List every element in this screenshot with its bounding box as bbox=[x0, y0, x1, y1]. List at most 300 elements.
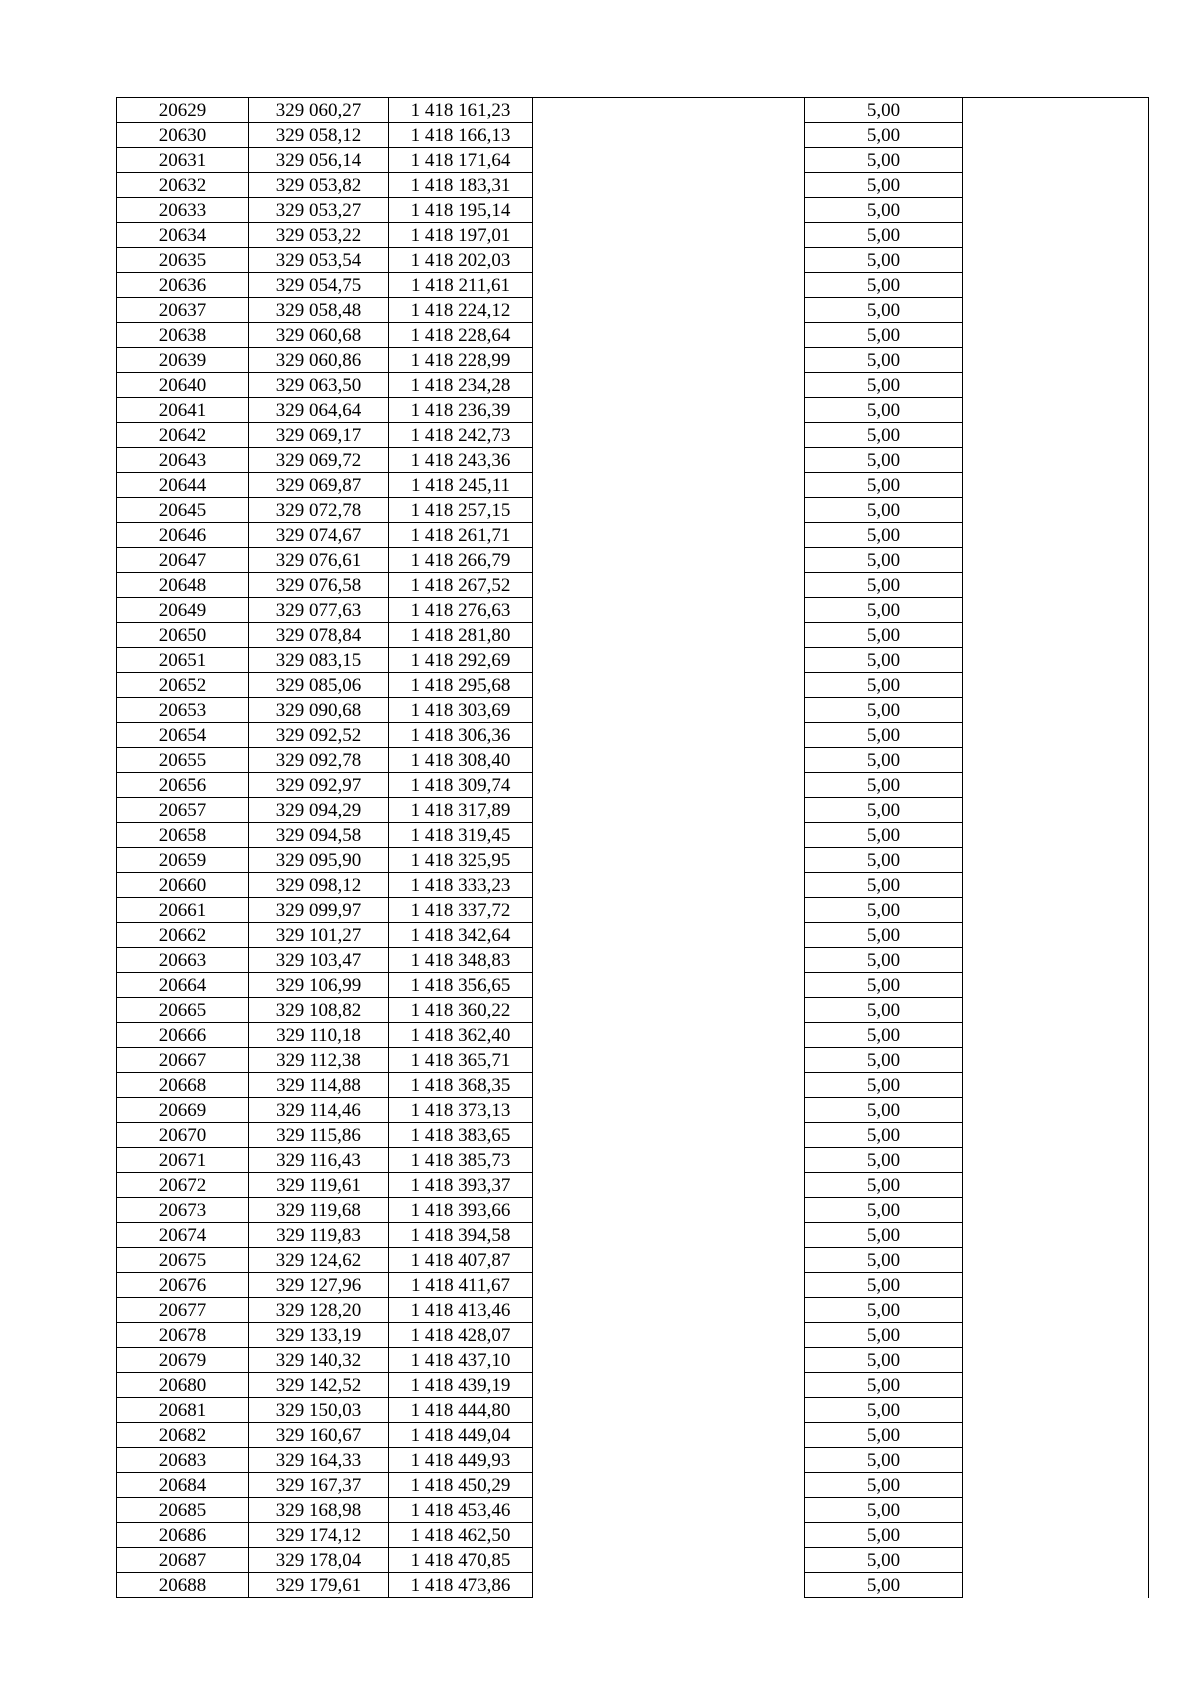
blank-cell bbox=[963, 898, 1149, 923]
point-number-cell: 20684 bbox=[117, 1473, 249, 1498]
point-number-cell: 20678 bbox=[117, 1323, 249, 1348]
y-coordinate-cell: 1 418 413,46 bbox=[389, 1298, 533, 1323]
blank-cell bbox=[963, 98, 1149, 123]
x-coordinate-cell: 329 069,72 bbox=[249, 448, 389, 473]
table-row bbox=[117, 473, 1149, 498]
table-row bbox=[117, 1123, 1149, 1148]
point-number-cell: 20667 bbox=[117, 1048, 249, 1073]
y-coordinate-cell: 1 418 276,63 bbox=[389, 598, 533, 623]
blank-cell bbox=[963, 723, 1149, 748]
table-row bbox=[117, 523, 1149, 548]
y-coordinate-cell: 1 418 373,13 bbox=[389, 1098, 533, 1123]
value-cell: 5,00 bbox=[805, 1248, 963, 1273]
table-row bbox=[117, 973, 1149, 998]
blank-cell bbox=[963, 298, 1149, 323]
blank-cell bbox=[533, 173, 805, 198]
x-coordinate-cell: 329 064,64 bbox=[249, 398, 389, 423]
point-number-cell: 20669 bbox=[117, 1098, 249, 1123]
blank-cell bbox=[533, 898, 805, 923]
blank-cell bbox=[533, 948, 805, 973]
y-coordinate-cell: 1 418 360,22 bbox=[389, 998, 533, 1023]
value-cell: 5,00 bbox=[805, 798, 963, 823]
blank-cell bbox=[963, 1573, 1149, 1598]
blank-cell bbox=[533, 1323, 805, 1348]
point-number-cell: 20658 bbox=[117, 823, 249, 848]
value-cell: 5,00 bbox=[805, 1448, 963, 1473]
point-number-cell: 20646 bbox=[117, 523, 249, 548]
x-coordinate-cell: 329 053,27 bbox=[249, 198, 389, 223]
blank-cell bbox=[533, 873, 805, 898]
point-number-cell: 20665 bbox=[117, 998, 249, 1023]
blank-cell bbox=[963, 423, 1149, 448]
blank-cell bbox=[533, 848, 805, 873]
value-cell: 5,00 bbox=[805, 473, 963, 498]
table-row bbox=[117, 223, 1149, 248]
blank-cell bbox=[963, 523, 1149, 548]
value-cell: 5,00 bbox=[805, 1348, 963, 1373]
x-coordinate-cell: 329 083,15 bbox=[249, 648, 389, 673]
x-coordinate-cell: 329 174,12 bbox=[249, 1523, 389, 1548]
blank-cell bbox=[963, 623, 1149, 648]
y-coordinate-cell: 1 418 308,40 bbox=[389, 748, 533, 773]
blank-cell bbox=[963, 1498, 1149, 1523]
blank-cell bbox=[963, 823, 1149, 848]
table-row bbox=[117, 1048, 1149, 1073]
value-cell: 5,00 bbox=[805, 223, 963, 248]
table-row bbox=[117, 598, 1149, 623]
value-cell: 5,00 bbox=[805, 998, 963, 1023]
blank-cell bbox=[963, 473, 1149, 498]
value-cell: 5,00 bbox=[805, 1198, 963, 1223]
x-coordinate-cell: 329 099,97 bbox=[249, 898, 389, 923]
x-coordinate-cell: 329 124,62 bbox=[249, 1248, 389, 1273]
table-row bbox=[117, 648, 1149, 673]
x-coordinate-cell: 329 092,97 bbox=[249, 773, 389, 798]
y-coordinate-cell: 1 418 317,89 bbox=[389, 798, 533, 823]
table-row bbox=[117, 173, 1149, 198]
value-cell: 5,00 bbox=[805, 273, 963, 298]
value-cell: 5,00 bbox=[805, 923, 963, 948]
value-cell: 5,00 bbox=[805, 748, 963, 773]
document-page bbox=[116, 97, 1149, 1598]
table-row bbox=[117, 373, 1149, 398]
point-number-cell: 20639 bbox=[117, 348, 249, 373]
y-coordinate-cell: 1 418 473,86 bbox=[389, 1573, 533, 1598]
value-cell: 5,00 bbox=[805, 1423, 963, 1448]
table-row bbox=[117, 1373, 1149, 1398]
point-number-cell: 20650 bbox=[117, 623, 249, 648]
table-row bbox=[117, 423, 1149, 448]
y-coordinate-cell: 1 418 428,07 bbox=[389, 1323, 533, 1348]
point-number-cell: 20632 bbox=[117, 173, 249, 198]
y-coordinate-cell: 1 418 257,15 bbox=[389, 498, 533, 523]
x-coordinate-cell: 329 078,84 bbox=[249, 623, 389, 648]
blank-cell bbox=[963, 223, 1149, 248]
blank-cell bbox=[533, 1023, 805, 1048]
y-coordinate-cell: 1 418 261,71 bbox=[389, 523, 533, 548]
blank-cell bbox=[963, 798, 1149, 823]
table-row bbox=[117, 323, 1149, 348]
y-coordinate-cell: 1 418 303,69 bbox=[389, 698, 533, 723]
x-coordinate-cell: 329 140,32 bbox=[249, 1348, 389, 1373]
value-cell: 5,00 bbox=[805, 1123, 963, 1148]
y-coordinate-cell: 1 418 385,73 bbox=[389, 1148, 533, 1173]
x-coordinate-cell: 329 092,52 bbox=[249, 723, 389, 748]
blank-cell bbox=[533, 773, 805, 798]
x-coordinate-cell: 329 098,12 bbox=[249, 873, 389, 898]
value-cell: 5,00 bbox=[805, 298, 963, 323]
blank-cell bbox=[963, 598, 1149, 623]
x-coordinate-cell: 329 095,90 bbox=[249, 848, 389, 873]
blank-cell bbox=[963, 1023, 1149, 1048]
value-cell: 5,00 bbox=[805, 548, 963, 573]
y-coordinate-cell: 1 418 356,65 bbox=[389, 973, 533, 998]
y-coordinate-cell: 1 418 325,95 bbox=[389, 848, 533, 873]
x-coordinate-cell: 329 076,58 bbox=[249, 573, 389, 598]
x-coordinate-cell: 329 058,12 bbox=[249, 123, 389, 148]
blank-cell bbox=[963, 1448, 1149, 1473]
table-row bbox=[117, 1423, 1149, 1448]
blank-cell bbox=[533, 698, 805, 723]
blank-cell bbox=[533, 398, 805, 423]
y-coordinate-cell: 1 418 393,37 bbox=[389, 1173, 533, 1198]
x-coordinate-cell: 329 053,82 bbox=[249, 173, 389, 198]
y-coordinate-cell: 1 418 224,12 bbox=[389, 298, 533, 323]
x-coordinate-cell: 329 053,54 bbox=[249, 248, 389, 273]
x-coordinate-cell: 329 074,67 bbox=[249, 523, 389, 548]
point-number-cell: 20661 bbox=[117, 898, 249, 923]
blank-cell bbox=[533, 223, 805, 248]
blank-cell bbox=[963, 373, 1149, 398]
blank-cell bbox=[533, 573, 805, 598]
blank-cell bbox=[533, 373, 805, 398]
value-cell: 5,00 bbox=[805, 1148, 963, 1173]
value-cell: 5,00 bbox=[805, 848, 963, 873]
blank-cell bbox=[533, 248, 805, 273]
blank-cell bbox=[963, 973, 1149, 998]
blank-cell bbox=[533, 148, 805, 173]
value-cell: 5,00 bbox=[805, 1498, 963, 1523]
blank-cell bbox=[533, 798, 805, 823]
blank-cell bbox=[533, 123, 805, 148]
table-row bbox=[117, 998, 1149, 1023]
y-coordinate-cell: 1 418 439,19 bbox=[389, 1373, 533, 1398]
x-coordinate-cell: 329 094,58 bbox=[249, 823, 389, 848]
table-row bbox=[117, 98, 1149, 123]
blank-cell bbox=[533, 1248, 805, 1273]
y-coordinate-cell: 1 418 171,64 bbox=[389, 148, 533, 173]
blank-cell bbox=[533, 1498, 805, 1523]
table-row bbox=[117, 1348, 1149, 1373]
point-number-cell: 20682 bbox=[117, 1423, 249, 1448]
blank-cell bbox=[963, 698, 1149, 723]
blank-cell bbox=[533, 1098, 805, 1123]
x-coordinate-cell: 329 142,52 bbox=[249, 1373, 389, 1398]
point-number-cell: 20673 bbox=[117, 1198, 249, 1223]
blank-cell bbox=[963, 1398, 1149, 1423]
y-coordinate-cell: 1 418 342,64 bbox=[389, 923, 533, 948]
point-number-cell: 20638 bbox=[117, 323, 249, 348]
table-row bbox=[117, 1498, 1149, 1523]
value-cell: 5,00 bbox=[805, 948, 963, 973]
blank-cell bbox=[963, 848, 1149, 873]
point-number-cell: 20679 bbox=[117, 1348, 249, 1373]
y-coordinate-cell: 1 418 453,46 bbox=[389, 1498, 533, 1523]
table-row bbox=[117, 1473, 1149, 1498]
table-row bbox=[117, 1573, 1149, 1598]
table-row bbox=[117, 798, 1149, 823]
blank-cell bbox=[533, 998, 805, 1023]
x-coordinate-cell: 329 114,88 bbox=[249, 1073, 389, 1098]
table-row bbox=[117, 1073, 1149, 1098]
x-coordinate-cell: 329 076,61 bbox=[249, 548, 389, 573]
value-cell: 5,00 bbox=[805, 1098, 963, 1123]
table-row bbox=[117, 1323, 1149, 1348]
x-coordinate-cell: 329 128,20 bbox=[249, 1298, 389, 1323]
blank-cell bbox=[963, 948, 1149, 973]
value-cell: 5,00 bbox=[805, 698, 963, 723]
blank-cell bbox=[533, 598, 805, 623]
table-row bbox=[117, 623, 1149, 648]
point-number-cell: 20643 bbox=[117, 448, 249, 473]
blank-cell bbox=[963, 1523, 1149, 1548]
y-coordinate-cell: 1 418 306,36 bbox=[389, 723, 533, 748]
value-cell: 5,00 bbox=[805, 1373, 963, 1398]
y-coordinate-cell: 1 418 450,29 bbox=[389, 1473, 533, 1498]
blank-cell bbox=[963, 1548, 1149, 1573]
blank-cell bbox=[533, 973, 805, 998]
point-number-cell: 20668 bbox=[117, 1073, 249, 1098]
table-row bbox=[117, 548, 1149, 573]
x-coordinate-cell: 329 106,99 bbox=[249, 973, 389, 998]
x-coordinate-cell: 329 069,17 bbox=[249, 423, 389, 448]
coordinates-table bbox=[116, 97, 1149, 1598]
blank-cell bbox=[533, 1548, 805, 1573]
value-cell: 5,00 bbox=[805, 1548, 963, 1573]
table-row bbox=[117, 723, 1149, 748]
blank-cell bbox=[963, 323, 1149, 348]
value-cell: 5,00 bbox=[805, 248, 963, 273]
table-row bbox=[117, 273, 1149, 298]
value-cell: 5,00 bbox=[805, 373, 963, 398]
x-coordinate-cell: 329 090,68 bbox=[249, 698, 389, 723]
point-number-cell: 20641 bbox=[117, 398, 249, 423]
x-coordinate-cell: 329 101,27 bbox=[249, 923, 389, 948]
x-coordinate-cell: 329 160,67 bbox=[249, 1423, 389, 1448]
value-cell: 5,00 bbox=[805, 448, 963, 473]
x-coordinate-cell: 329 103,47 bbox=[249, 948, 389, 973]
y-coordinate-cell: 1 418 407,87 bbox=[389, 1248, 533, 1273]
blank-cell bbox=[963, 448, 1149, 473]
x-coordinate-cell: 329 179,61 bbox=[249, 1573, 389, 1598]
y-coordinate-cell: 1 418 437,10 bbox=[389, 1348, 533, 1373]
y-coordinate-cell: 1 418 195,14 bbox=[389, 198, 533, 223]
blank-cell bbox=[963, 1198, 1149, 1223]
blank-cell bbox=[533, 1148, 805, 1173]
blank-cell bbox=[963, 1173, 1149, 1198]
table-row bbox=[117, 698, 1149, 723]
point-number-cell: 20687 bbox=[117, 1548, 249, 1573]
point-number-cell: 20660 bbox=[117, 873, 249, 898]
blank-cell bbox=[963, 1298, 1149, 1323]
blank-cell bbox=[533, 423, 805, 448]
x-coordinate-cell: 329 077,63 bbox=[249, 598, 389, 623]
table-row bbox=[117, 398, 1149, 423]
blank-cell bbox=[533, 1398, 805, 1423]
value-cell: 5,00 bbox=[805, 1398, 963, 1423]
y-coordinate-cell: 1 418 362,40 bbox=[389, 1023, 533, 1048]
blank-cell bbox=[963, 573, 1149, 598]
table-row bbox=[117, 148, 1149, 173]
y-coordinate-cell: 1 418 211,61 bbox=[389, 273, 533, 298]
blank-cell bbox=[963, 123, 1149, 148]
y-coordinate-cell: 1 418 295,68 bbox=[389, 673, 533, 698]
blank-cell bbox=[533, 748, 805, 773]
point-number-cell: 20672 bbox=[117, 1173, 249, 1198]
blank-cell bbox=[533, 273, 805, 298]
table-row bbox=[117, 1198, 1149, 1223]
blank-cell bbox=[533, 1523, 805, 1548]
x-coordinate-cell: 329 112,38 bbox=[249, 1048, 389, 1073]
x-coordinate-cell: 329 060,68 bbox=[249, 323, 389, 348]
x-coordinate-cell: 329 072,78 bbox=[249, 498, 389, 523]
x-coordinate-cell: 329 085,06 bbox=[249, 673, 389, 698]
x-coordinate-cell: 329 178,04 bbox=[249, 1548, 389, 1573]
x-coordinate-cell: 329 133,19 bbox=[249, 1323, 389, 1348]
blank-cell bbox=[533, 323, 805, 348]
x-coordinate-cell: 329 053,22 bbox=[249, 223, 389, 248]
x-coordinate-cell: 329 094,29 bbox=[249, 798, 389, 823]
point-number-cell: 20649 bbox=[117, 598, 249, 623]
blank-cell bbox=[963, 648, 1149, 673]
point-number-cell: 20664 bbox=[117, 973, 249, 998]
table-row bbox=[117, 1248, 1149, 1273]
point-number-cell: 20637 bbox=[117, 298, 249, 323]
x-coordinate-cell: 329 110,18 bbox=[249, 1023, 389, 1048]
y-coordinate-cell: 1 418 368,35 bbox=[389, 1073, 533, 1098]
x-coordinate-cell: 329 108,82 bbox=[249, 998, 389, 1023]
point-number-cell: 20630 bbox=[117, 123, 249, 148]
point-number-cell: 20655 bbox=[117, 748, 249, 773]
table-row bbox=[117, 123, 1149, 148]
y-coordinate-cell: 1 418 319,45 bbox=[389, 823, 533, 848]
table-row bbox=[117, 1098, 1149, 1123]
point-number-cell: 20647 bbox=[117, 548, 249, 573]
blank-cell bbox=[533, 1273, 805, 1298]
y-coordinate-cell: 1 418 394,58 bbox=[389, 1223, 533, 1248]
table-row bbox=[117, 1523, 1149, 1548]
y-coordinate-cell: 1 418 202,03 bbox=[389, 248, 533, 273]
value-cell: 5,00 bbox=[805, 148, 963, 173]
table-row bbox=[117, 1148, 1149, 1173]
blank-cell bbox=[533, 1423, 805, 1448]
x-coordinate-cell: 329 115,86 bbox=[249, 1123, 389, 1148]
blank-cell bbox=[533, 823, 805, 848]
table-body bbox=[117, 98, 1149, 1598]
value-cell: 5,00 bbox=[805, 1298, 963, 1323]
value-cell: 5,00 bbox=[805, 1473, 963, 1498]
table-row bbox=[117, 948, 1149, 973]
blank-cell bbox=[963, 1273, 1149, 1298]
y-coordinate-cell: 1 418 383,65 bbox=[389, 1123, 533, 1148]
point-number-cell: 20662 bbox=[117, 923, 249, 948]
blank-cell bbox=[963, 548, 1149, 573]
point-number-cell: 20670 bbox=[117, 1123, 249, 1148]
x-coordinate-cell: 329 167,37 bbox=[249, 1473, 389, 1498]
point-number-cell: 20645 bbox=[117, 498, 249, 523]
table-row bbox=[117, 348, 1149, 373]
blank-cell bbox=[533, 673, 805, 698]
value-cell: 5,00 bbox=[805, 173, 963, 198]
blank-cell bbox=[963, 1098, 1149, 1123]
blank-cell bbox=[533, 1298, 805, 1323]
value-cell: 5,00 bbox=[805, 648, 963, 673]
blank-cell bbox=[963, 1123, 1149, 1148]
y-coordinate-cell: 1 418 462,50 bbox=[389, 1523, 533, 1548]
blank-cell bbox=[963, 148, 1149, 173]
y-coordinate-cell: 1 418 348,83 bbox=[389, 948, 533, 973]
blank-cell bbox=[963, 498, 1149, 523]
table-row bbox=[117, 1548, 1149, 1573]
blank-cell bbox=[963, 1148, 1149, 1173]
y-coordinate-cell: 1 418 166,13 bbox=[389, 123, 533, 148]
blank-cell bbox=[963, 1248, 1149, 1273]
blank-cell bbox=[963, 1473, 1149, 1498]
point-number-cell: 20654 bbox=[117, 723, 249, 748]
point-number-cell: 20681 bbox=[117, 1398, 249, 1423]
blank-cell bbox=[533, 923, 805, 948]
table-row bbox=[117, 1448, 1149, 1473]
y-coordinate-cell: 1 418 393,66 bbox=[389, 1198, 533, 1223]
blank-cell bbox=[963, 248, 1149, 273]
value-cell: 5,00 bbox=[805, 673, 963, 698]
value-cell: 5,00 bbox=[805, 973, 963, 998]
table-row bbox=[117, 1398, 1149, 1423]
point-number-cell: 20688 bbox=[117, 1573, 249, 1598]
table-row bbox=[117, 198, 1149, 223]
blank-cell bbox=[963, 198, 1149, 223]
y-coordinate-cell: 1 418 197,01 bbox=[389, 223, 533, 248]
blank-cell bbox=[533, 1123, 805, 1148]
table-row bbox=[117, 823, 1149, 848]
point-number-cell: 20657 bbox=[117, 798, 249, 823]
point-number-cell: 20680 bbox=[117, 1373, 249, 1398]
x-coordinate-cell: 329 119,83 bbox=[249, 1223, 389, 1248]
value-cell: 5,00 bbox=[805, 1073, 963, 1098]
blank-cell bbox=[533, 1073, 805, 1098]
value-cell: 5,00 bbox=[805, 198, 963, 223]
x-coordinate-cell: 329 119,61 bbox=[249, 1173, 389, 1198]
blank-cell bbox=[533, 198, 805, 223]
table-row bbox=[117, 898, 1149, 923]
blank-cell bbox=[963, 998, 1149, 1023]
value-cell: 5,00 bbox=[805, 1223, 963, 1248]
point-number-cell: 20683 bbox=[117, 1448, 249, 1473]
blank-cell bbox=[533, 1198, 805, 1223]
blank-cell bbox=[533, 1448, 805, 1473]
blank-cell bbox=[533, 1348, 805, 1373]
blank-cell bbox=[533, 1373, 805, 1398]
blank-cell bbox=[533, 723, 805, 748]
blank-cell bbox=[963, 1348, 1149, 1373]
x-coordinate-cell: 329 069,87 bbox=[249, 473, 389, 498]
value-cell: 5,00 bbox=[805, 98, 963, 123]
y-coordinate-cell: 1 418 470,85 bbox=[389, 1548, 533, 1573]
blank-cell bbox=[963, 1423, 1149, 1448]
blank-cell bbox=[963, 273, 1149, 298]
y-coordinate-cell: 1 418 292,69 bbox=[389, 648, 533, 673]
x-coordinate-cell: 329 114,46 bbox=[249, 1098, 389, 1123]
